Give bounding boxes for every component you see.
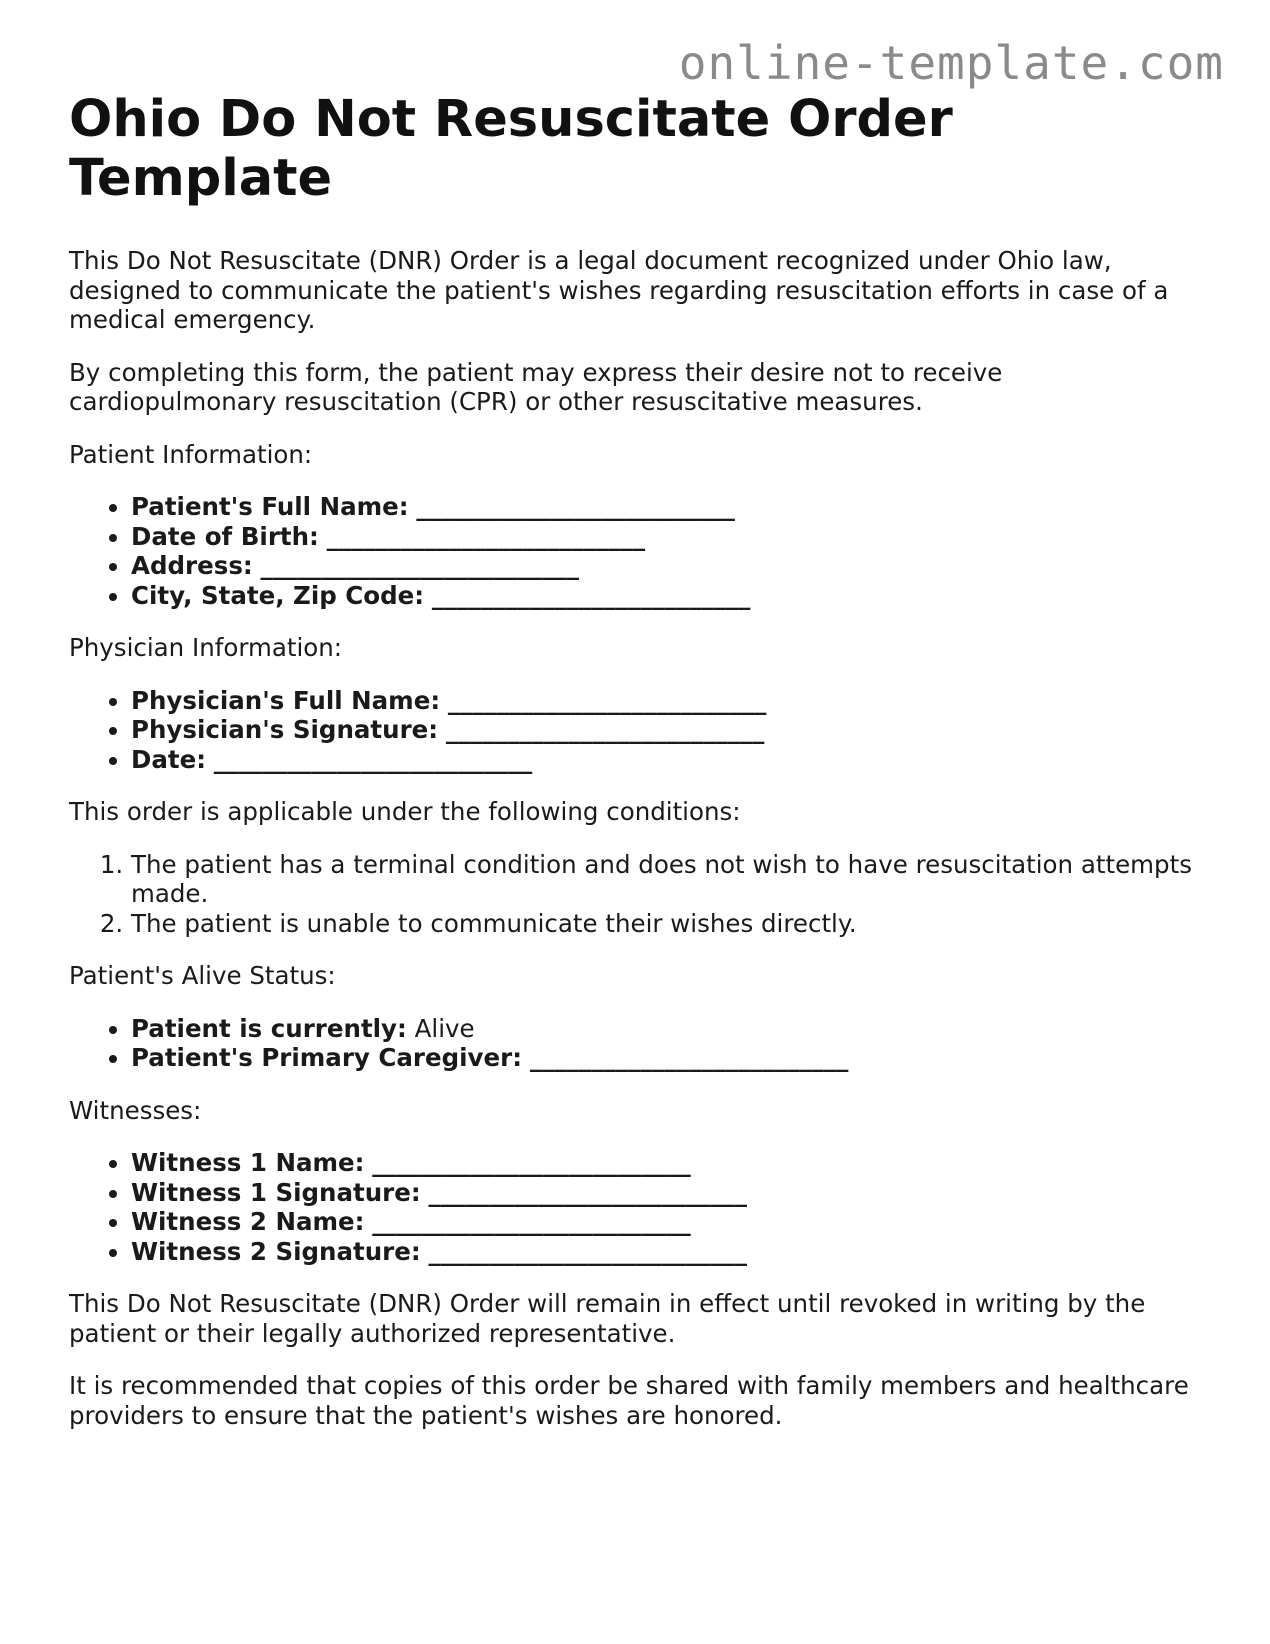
physician-date-field	[131, 745, 1209, 775]
field-label: Patient's Full Name:	[131, 492, 409, 521]
document-title: Ohio Do Not Resuscitate Order Template	[69, 90, 953, 208]
blank-line[interactable]: __________________________	[326, 521, 646, 551]
blank-line[interactable]: __________________________	[428, 1177, 747, 1207]
field-label: Witness 2 Name:	[131, 1207, 365, 1236]
witness-2-signature-field	[131, 1237, 1209, 1267]
field-label: Witness 1 Signature:	[131, 1177, 421, 1207]
physician-info-list	[69, 686, 1209, 775]
blank-line[interactable]: __________________________	[372, 1148, 691, 1177]
primary-caregiver-field	[131, 1043, 1209, 1073]
date-of-birth-field	[131, 522, 1209, 552]
blank-line[interactable]: __________________________	[529, 1043, 849, 1072]
closing-paragraph-1: This Do Not Resuscitate (DNR) Order will remain in effect until revoked in writing by the patient or their legally authorized representative.	[69, 1289, 1146, 1348]
field-label: Date of Birth:	[131, 521, 319, 551]
watermark: online-template.com	[678, 36, 1224, 90]
patient-info-list	[69, 492, 1209, 610]
field-label: Witness 1 Name:	[131, 1148, 365, 1177]
blank-line[interactable]: __________________________	[428, 1236, 747, 1266]
blank-line[interactable]: __________________________	[431, 580, 751, 610]
patient-info-heading: Patient Information:	[69, 439, 313, 469]
blank-line[interactable]: __________________________	[416, 492, 735, 521]
field-label: Physician's Full Name:	[131, 685, 441, 715]
field-label: City, State, Zip Code:	[131, 580, 425, 610]
witnesses-list	[69, 1148, 1209, 1266]
city-state-zip-field	[131, 581, 1209, 611]
witness-1-name-field	[131, 1148, 1209, 1178]
blank-line[interactable]: __________________________	[372, 1207, 691, 1236]
blank-line[interactable]: __________________________	[213, 744, 533, 774]
field-label: Patient's Primary Caregiver:	[131, 1043, 523, 1072]
witness-2-name-field	[131, 1207, 1209, 1237]
physician-full-name-field	[131, 686, 1209, 716]
document-page	[69, 90, 1209, 1453]
closing-paragraph-2: It is recommended that copies of this order be shared with family members and healthcare providers to ensure that the patient's wishes are honored.	[69, 1371, 1189, 1430]
blank-line[interactable]: __________________________	[260, 551, 579, 580]
field-label: Date:	[131, 744, 206, 774]
address-field	[131, 551, 1209, 581]
field-label: Witness 2 Signature:	[131, 1236, 421, 1266]
field-label: Physician's Signature:	[131, 715, 439, 744]
physician-signature-field	[131, 715, 1209, 745]
status-value: Alive	[414, 1013, 475, 1043]
blank-line[interactable]: __________________________	[445, 715, 765, 744]
alive-status-list	[69, 1014, 1209, 1073]
patient-status-field	[131, 1014, 1209, 1044]
condition-item: 1. The patient has a terminal condition and does not wish to have resuscitation attempts made.	[131, 850, 1209, 909]
intro-paragraph-1: This Do Not Resuscitate (DNR) Order is a legal document recognized under Ohio law, designed to communicate the patient's wishes regarding resuscitation efforts in case of a medical emergency.	[69, 246, 1169, 334]
alive-status-heading: Patient's Alive Status:	[69, 961, 336, 990]
conditions-list	[69, 850, 1209, 939]
intro-paragraph-2: By completing this form, the patient may express their desire not to receive cardiopulmonary resuscitation (CPR) or other resuscitative measures.	[69, 357, 1003, 416]
blank-line[interactable]: __________________________	[447, 685, 767, 715]
field-label: Patient is currently:	[131, 1013, 407, 1043]
field-label: Address:	[131, 551, 253, 580]
conditions-heading: This order is applicable under the following conditions:	[69, 797, 741, 826]
patient-full-name-field	[131, 492, 1209, 522]
condition-item: 2. The patient is unable to communicate their wishes directly.	[131, 909, 1209, 939]
witness-1-signature-field	[131, 1178, 1209, 1208]
physician-info-heading: Physician Information:	[69, 633, 343, 662]
witnesses-heading: Witnesses:	[69, 1095, 202, 1125]
